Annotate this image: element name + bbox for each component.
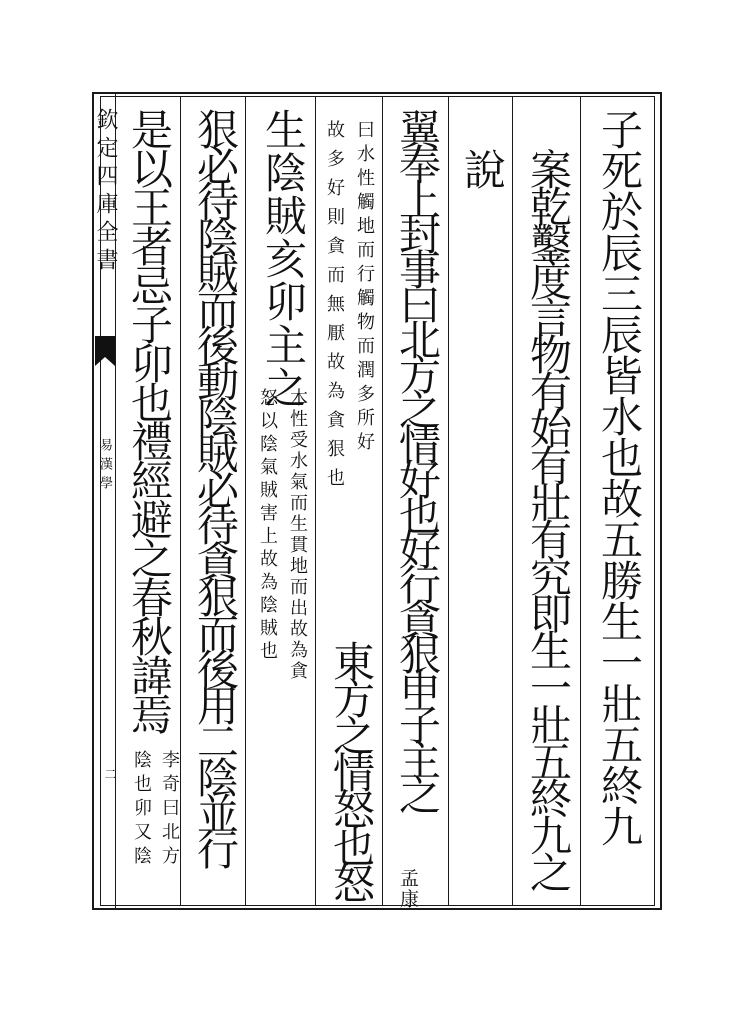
column-rule xyxy=(512,96,513,906)
text-column-3: 說 xyxy=(458,148,507,190)
commentary-line-6: 陰也卯又陰 xyxy=(131,750,152,870)
text-column-1: 子死於辰三辰皆水也故五勝生一壯五終九 xyxy=(595,108,644,846)
text-column-2: 案乾鑿度言物有始有壯有究即生一壯五終九之 xyxy=(524,148,573,888)
column-rule xyxy=(180,96,181,906)
commentary-line-2: 故多好則貪而無厭故為貪狠也 xyxy=(324,120,345,497)
column-rule xyxy=(448,96,449,906)
spine-subtitle: 易漢學 xyxy=(97,438,112,495)
annotation-mengkang: 孟康 xyxy=(397,868,419,910)
commentary-line-1: 曰水性觸地而行觸物而潤多所好 xyxy=(354,120,375,456)
column-rule xyxy=(315,96,316,906)
commentary-line-4: 怒以陰氣賊害上故為陰賊也 xyxy=(257,388,278,664)
text-column-5: 東方之情怒也怒 xyxy=(327,640,376,899)
column-rule xyxy=(580,96,581,906)
text-column-7: 狠必待陰賊而後動陰賊必待貪狠而後用二陰並行 xyxy=(191,108,240,864)
commentary-line-3: 木性受水氣而生貫地而出故為貪 xyxy=(287,388,308,682)
spine-title: 欽定四庫全書 xyxy=(93,108,118,276)
text-column-8: 是以王者忌子卯也禮經避之春秋諱焉 xyxy=(125,108,174,732)
text-column-6: 生陰賊亥卯主之 xyxy=(259,108,308,409)
page-number: 二 xyxy=(103,768,117,780)
column-rule xyxy=(245,96,246,906)
text-column-4: 翼奉上封事曰北方之情好也好行貪狠申子主之 xyxy=(393,108,442,808)
column-rule xyxy=(382,96,383,906)
commentary-line-5: 李奇曰北方 xyxy=(159,750,180,870)
